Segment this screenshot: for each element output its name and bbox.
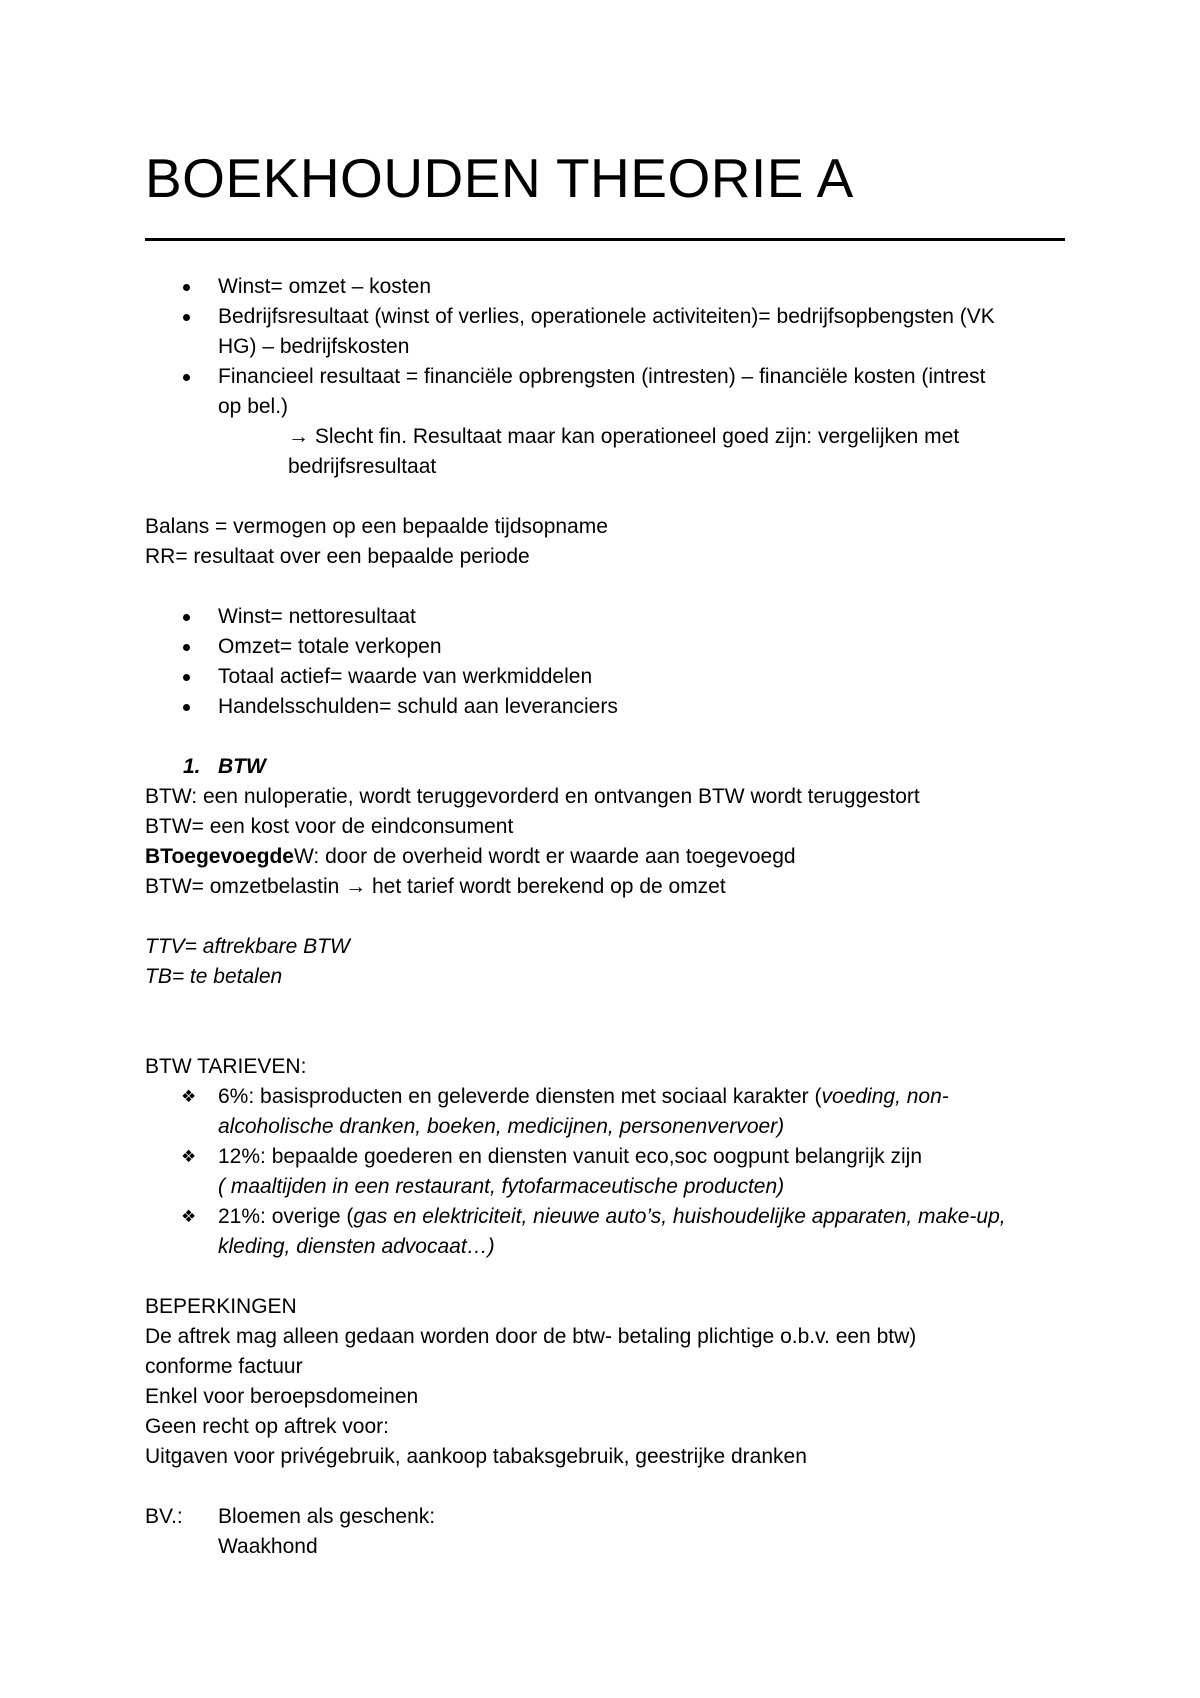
example-item: Bloemen als geschenk:: [218, 1505, 436, 1528]
list-item: Winst= nettoresultaat: [145, 602, 1065, 632]
page-title: BOEKHOUDEN THEORIE A: [145, 147, 854, 209]
bullet-icon: [183, 614, 190, 621]
arrow-right-icon: →: [288, 425, 309, 448]
example-label: BV.:: [145, 1505, 183, 1528]
list-item: Winst= omzet – kosten: [145, 272, 1065, 302]
beperking-line: Uitgaven voor privégebruik, aankoop tabaksgebruik, geestrijke dranken: [145, 1445, 807, 1468]
bullet-icon: [183, 674, 190, 681]
example-item: Waakhond: [218, 1535, 318, 1558]
beperkingen-heading: BEPERKINGEN: [145, 1295, 297, 1318]
arrow-note-continuation: bedrijfsresultaat: [288, 455, 437, 478]
bullet-icon: [183, 284, 190, 291]
definition-rr: RR= resultaat over een bepaalde periode: [145, 545, 530, 568]
arrow-note: → Slecht fin. Resultaat maar kan operationeel goed zijn: vergelijken met: [288, 425, 960, 448]
diamond-bullet-icon: ❖: [181, 1087, 197, 1106]
definition-balans: Balans = vermogen op een bepaalde tijdsopname: [145, 515, 608, 538]
arrow-right-icon: →: [345, 875, 367, 898]
abbreviation-ttv: TTV= aftrekbare BTW: [145, 935, 350, 958]
title-underline: [145, 238, 1065, 241]
tarief-item: ❖ 21%: overige (gas en elektriciteit, nieuwe auto’s, huishoudelijke apparaten, make-up, kleding, diensten advocaat…): [145, 1202, 1065, 1262]
btw-line: BTW: een nuloperatie, wordt teruggevorderd en ontvangen BTW wordt teruggestort: [145, 785, 920, 808]
document-body: [145, 272, 1065, 1562]
example-row: [145, 1502, 1065, 1532]
btw-line: BTW= omzetbelastin → het tarief wordt berekend op de omzet: [145, 875, 726, 898]
beperking-line: Geen recht op aftrek voor:: [145, 1415, 389, 1438]
list-item: Omzet= totale verkopen: [145, 632, 1065, 662]
diamond-bullet-icon: ❖: [181, 1147, 197, 1166]
beperking-line: Enkel voor beroepsdomeinen: [145, 1385, 419, 1408]
tarief-item: ❖ 12%: bepaalde goederen en diensten vanuit eco,soc oogpunt belangrijk zijn ( maaltijden in een restaurant, fytofarmaceutische producten): [145, 1142, 1065, 1202]
tarieven-heading: BTW TARIEVEN:: [145, 1055, 307, 1078]
btw-line: BToegevoegdeW: door de overheid wordt er waarde aan toegevoegd: [145, 845, 796, 868]
bullet-icon: [183, 644, 190, 651]
tarief-item: ❖ 6%: basisproducten en geleverde diensten met sociaal karakter (voeding, non- alcoholische dranken, boeken, medicijnen, personenvervoer): [145, 1082, 1065, 1142]
bullet-icon: [183, 314, 190, 321]
list-item: Financieel resultaat = financiële opbrengsten (intresten) – financiële kosten (intrest op bel.): [145, 362, 1065, 422]
diamond-bullet-icon: ❖: [181, 1207, 197, 1226]
list-item: Handelsschulden= schuld aan leveranciers: [145, 692, 1065, 722]
list-item: Totaal actief= waarde van werkmiddelen: [145, 662, 1065, 692]
list-item: Bedrijfsresultaat (winst of verlies, operationele activiteiten)= bedrijfsopbengsten (VK HG) – bedrijfskosten: [145, 302, 1065, 362]
section-heading-btw: [145, 752, 1065, 782]
section-title: BTW: [218, 755, 266, 778]
bullet-icon: [183, 704, 190, 711]
bullet-icon: [183, 374, 190, 381]
abbreviation-tb: TB= te betalen: [145, 965, 283, 988]
beperking-line: conforme factuur: [145, 1355, 303, 1378]
example-row: [145, 1532, 1065, 1562]
beperking-line: De aftrek mag alleen gedaan worden door de btw- betaling plichtige o.b.v. een btw): [145, 1325, 917, 1348]
btw-line: BTW= een kost voor de eindconsument: [145, 815, 514, 838]
section-number: 1.: [183, 755, 201, 778]
